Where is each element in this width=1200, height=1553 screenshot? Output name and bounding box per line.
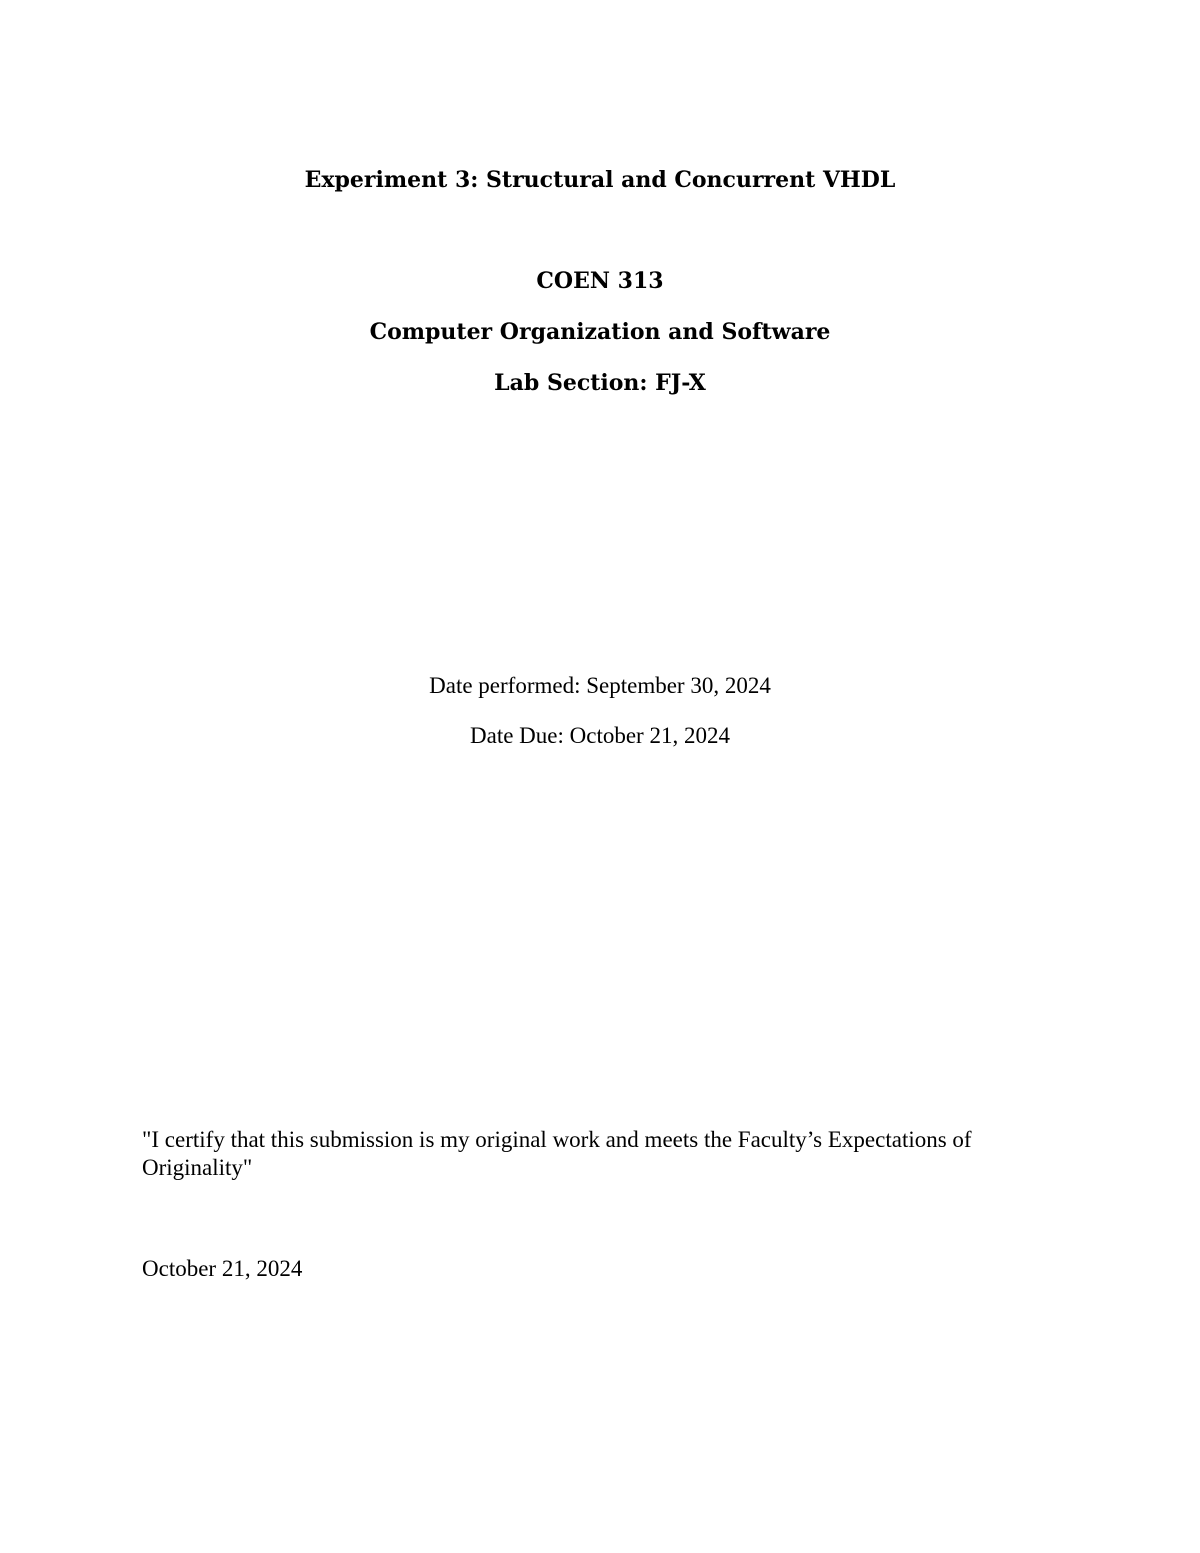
signature-date: October 21, 2024: [142, 1256, 303, 1281]
course-name: Computer Organization and Software: [369, 319, 831, 345]
lab-section: Lab Section: FJ-X: [494, 370, 706, 396]
originality-statement: "I certify that this submission is my original work and meets the Faculty’s Expectations of Originality": [142, 1127, 972, 1180]
report-title: Experiment 3: Structural and Concurrent VHDL: [304, 167, 896, 193]
date-performed: Date performed: September 30, 2024: [429, 673, 771, 698]
date-due: Date Due: October 21, 2024: [470, 723, 730, 748]
course-code: COEN 313: [536, 268, 664, 294]
